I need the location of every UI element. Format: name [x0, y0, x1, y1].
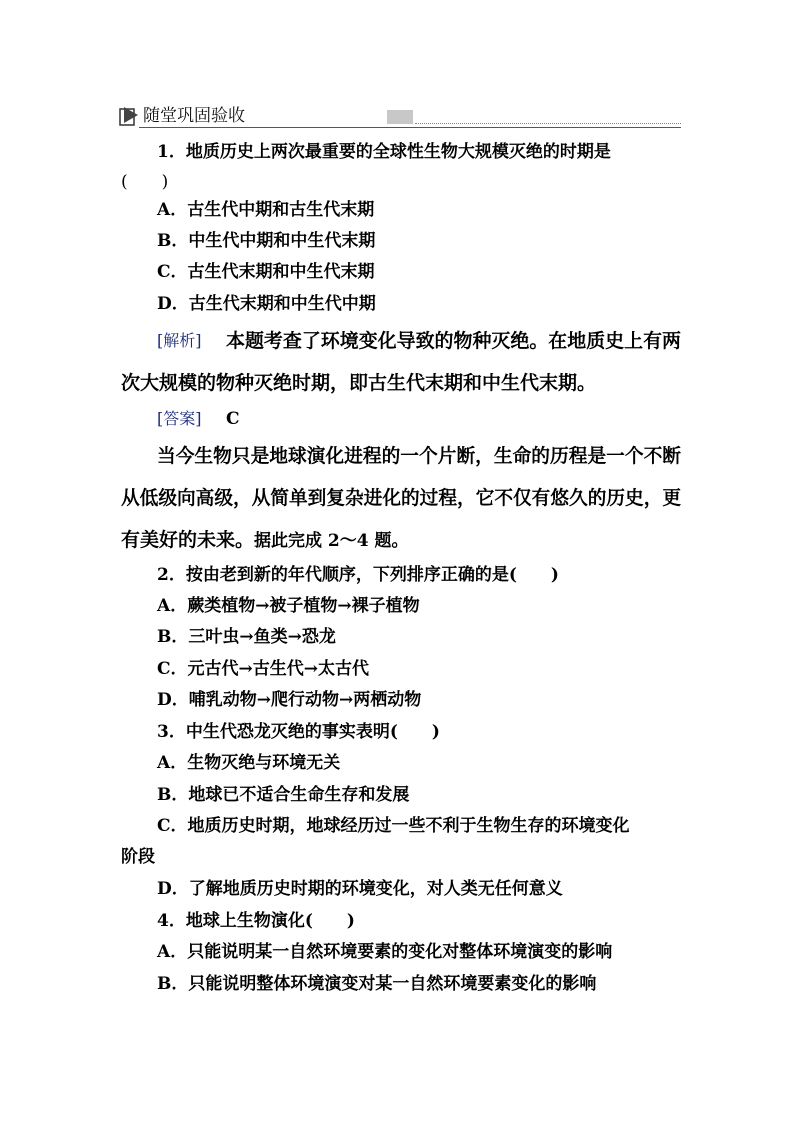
section-header — [119, 104, 681, 128]
q1-stem-line2: ( ) — [121, 172, 169, 192]
passage-line1: 当今生物只是地球演化进程的一个片断，生命的历程是一个不断 — [157, 445, 682, 467]
q3-option-c-cont: 阶段 — [121, 847, 155, 867]
q3-stem: 3．中生代恐龙灭绝的事实表明( ) — [157, 722, 440, 742]
header-dotted-rule — [415, 123, 681, 124]
q4-stem: 4．地球上生物演化( ) — [157, 911, 355, 931]
q2-option-c: C．元古代→古生代→太古代 — [157, 659, 370, 679]
q1-option-b: B．中生代中期和中生代末期 — [157, 231, 376, 251]
q1-option-d: D．古生代末期和中生代中期 — [157, 294, 376, 314]
q3-option-b: B．地球已不适合生命生存和发展 — [157, 785, 410, 805]
passage-line3-normal: 据此完成 2～4 题。 — [254, 531, 409, 551]
q1-analysis-line1: 本题考查了环境变化导致的物种灭绝。在地质史上有两 — [226, 330, 682, 352]
q2-option-a: A．蕨类植物→被子植物→裸子植物 — [157, 596, 420, 616]
q1-option-a: A．古生代中期和古生代末期 — [157, 200, 375, 220]
header-decoration-block — [387, 110, 413, 124]
q1-answer-tag: [答案] — [157, 409, 202, 428]
q1-option-c: C．古生代末期和中生代末期 — [157, 262, 375, 282]
header-underline — [139, 127, 681, 128]
q1-answer: C — [226, 409, 240, 429]
q2-option-d: D．哺乳动物→爬行动物→两栖动物 — [157, 690, 422, 710]
q1-stem-line1: 1．地质历史上两次最重要的全球性生物大规模灭绝的时期是 — [157, 142, 611, 162]
q3-option-a: A．生物灭绝与环境无关 — [157, 753, 341, 773]
q3-option-c: C．地质历史时期，地球经历过一些不利于生物生存的环境变化 — [157, 816, 630, 836]
passage-line3 — [121, 526, 409, 554]
q1-analysis-line2: 次大规模的物种灭绝时期，即古生代末期和中生代末期。 — [121, 372, 597, 394]
play-arrow-icon — [119, 106, 139, 126]
passage-line3-bold: 有美好的未来。 — [121, 529, 255, 551]
q1-analysis-tag: [解析] — [157, 331, 202, 350]
q3-option-d: D．了解地质历史时期的环境变化，对人类无任何意义 — [157, 879, 563, 899]
q4-option-a: A．只能说明某一自然环境要素的变化对整体环境演变的影响 — [157, 942, 613, 962]
q4-option-b: B．只能说明整体环境演变对某一自然环境要素变化的影响 — [157, 974, 597, 994]
section-title: 随堂巩固验收 — [143, 106, 245, 126]
q2-stem: 2．按由老到新的年代顺序，下列排序正确的是( ) — [157, 565, 559, 585]
q2-option-b: B．三叶虫→鱼类→恐龙 — [157, 627, 336, 647]
passage-line2: 从低级向高级，从简单到复杂进化的过程，它不仅有悠久的历史，更 — [121, 487, 682, 509]
